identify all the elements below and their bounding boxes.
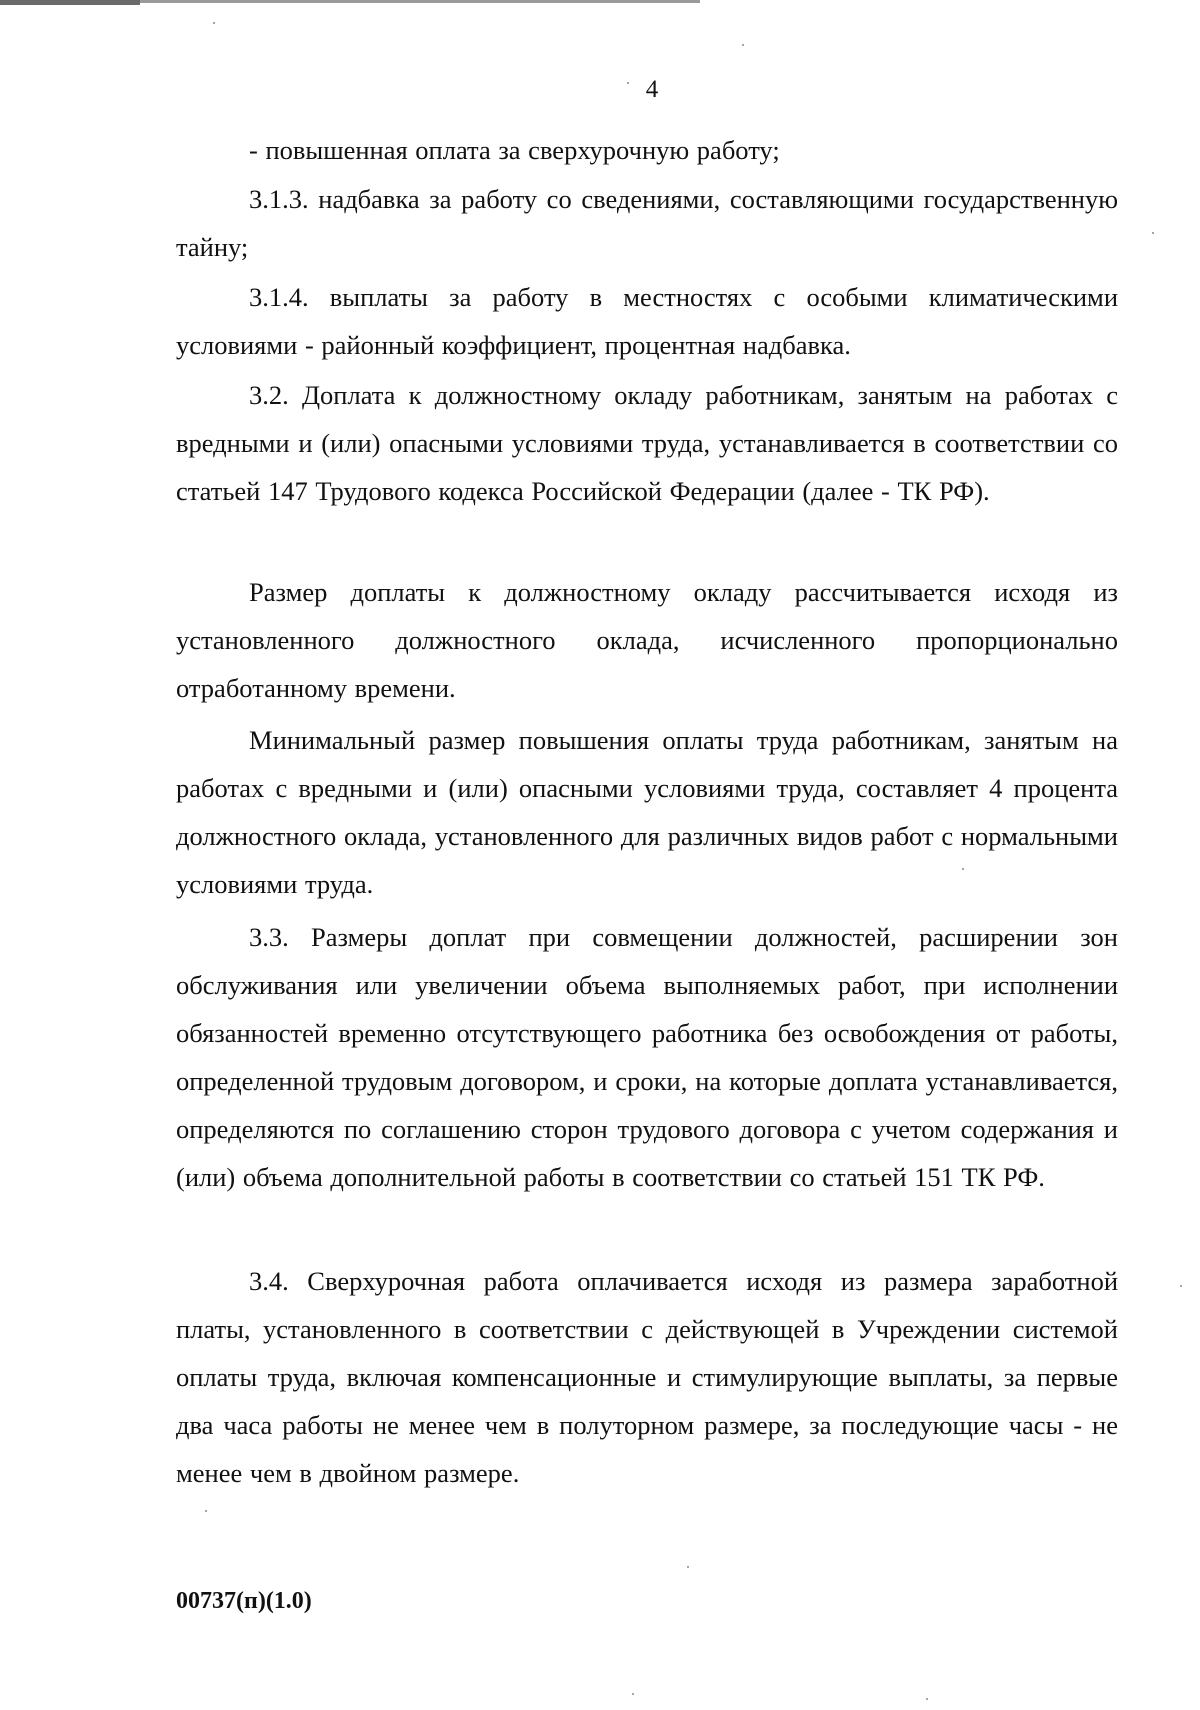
scan-speck xyxy=(742,44,744,46)
scan-speck xyxy=(205,1510,207,1512)
clause-3-1-4 xyxy=(176,273,1118,369)
paragraph-text: 3.3. Размеры доплат при совмещении должностей, расширении зон обслуживания или увеличении объема выполняемых работ, при исполнении обязанностей временно отсутствующего работника без освобождения от работы, определенной трудовым договором, и сроки, на которые доплата устанавливается, определяются по соглашению сторон трудового договора с учетом содержания и (или) объема дополнительной работы в соответствии со статьей 151 ТК РФ. xyxy=(176,922,1118,1192)
scan-speck xyxy=(926,1698,928,1700)
clause-3-1-3 xyxy=(176,175,1118,271)
paragraph-text: - повышенная оплата за сверхурочную работу; xyxy=(249,135,780,165)
document-code: 00737(п)(1.0) xyxy=(176,1588,312,1614)
scan-speck xyxy=(687,1566,689,1568)
scan-speck xyxy=(962,868,964,870)
clause-3-2 xyxy=(176,371,1118,515)
paragraph-text: 3.1.4. выплаты за работу в местностях с особыми климатическими условиями - районный коэффициент, процентная надбавка. xyxy=(176,282,1118,360)
scan-edge-dark xyxy=(0,0,140,5)
paragraph-minimum-increase xyxy=(176,716,1118,908)
paragraph-allowance-size xyxy=(176,568,1118,712)
paragraph-text: 3.4. Сверхурочная работа оплачивается исходя из размера заработной платы, установленного в соответствии с действующей в Учреждении системой оплаты труда, включая компенсационные и стимулирующие выплаты, за первые два часа работы не менее чем в полуторном размере, за последующие часы - не менее чем в двойном размере. xyxy=(176,1266,1118,1488)
scan-speck xyxy=(213,22,215,24)
paragraph-text: Минимальный размер повышения оплаты труда работникам, занятым на работах с вредными и (или) опасными условиями труда, составляет 4 процента должностного оклада, установленного для различных видов работ с нормальными условиями труда. xyxy=(176,725,1118,899)
scan-speck xyxy=(632,1693,634,1695)
clause-3-4 xyxy=(176,1257,1118,1497)
paragraph-text: 3.2. Доплата к должностному окладу работникам, занятым на работах с вредными и (или) опасными условиями труда, устанавливается в соответствии со статьей 147 Трудового кодекса Российской Федерации (далее - ТК РФ). xyxy=(176,380,1118,506)
paragraph-text: Размер доплаты к должностному окладу рассчитывается исходя из установленного должностного оклада, исчисленного пропорционально отработанному времени. xyxy=(176,577,1118,703)
paragraph-text: 3.1.3. надбавка за работу со сведениями, составляющими государственную тайну; xyxy=(176,184,1118,262)
scan-speck xyxy=(627,82,629,84)
clause-3-3 xyxy=(176,913,1118,1201)
scan-speck xyxy=(1152,232,1154,234)
page-number: 4 xyxy=(645,76,659,103)
scan-speck xyxy=(1180,1285,1182,1287)
list-item-overtime-pay xyxy=(176,126,1118,174)
